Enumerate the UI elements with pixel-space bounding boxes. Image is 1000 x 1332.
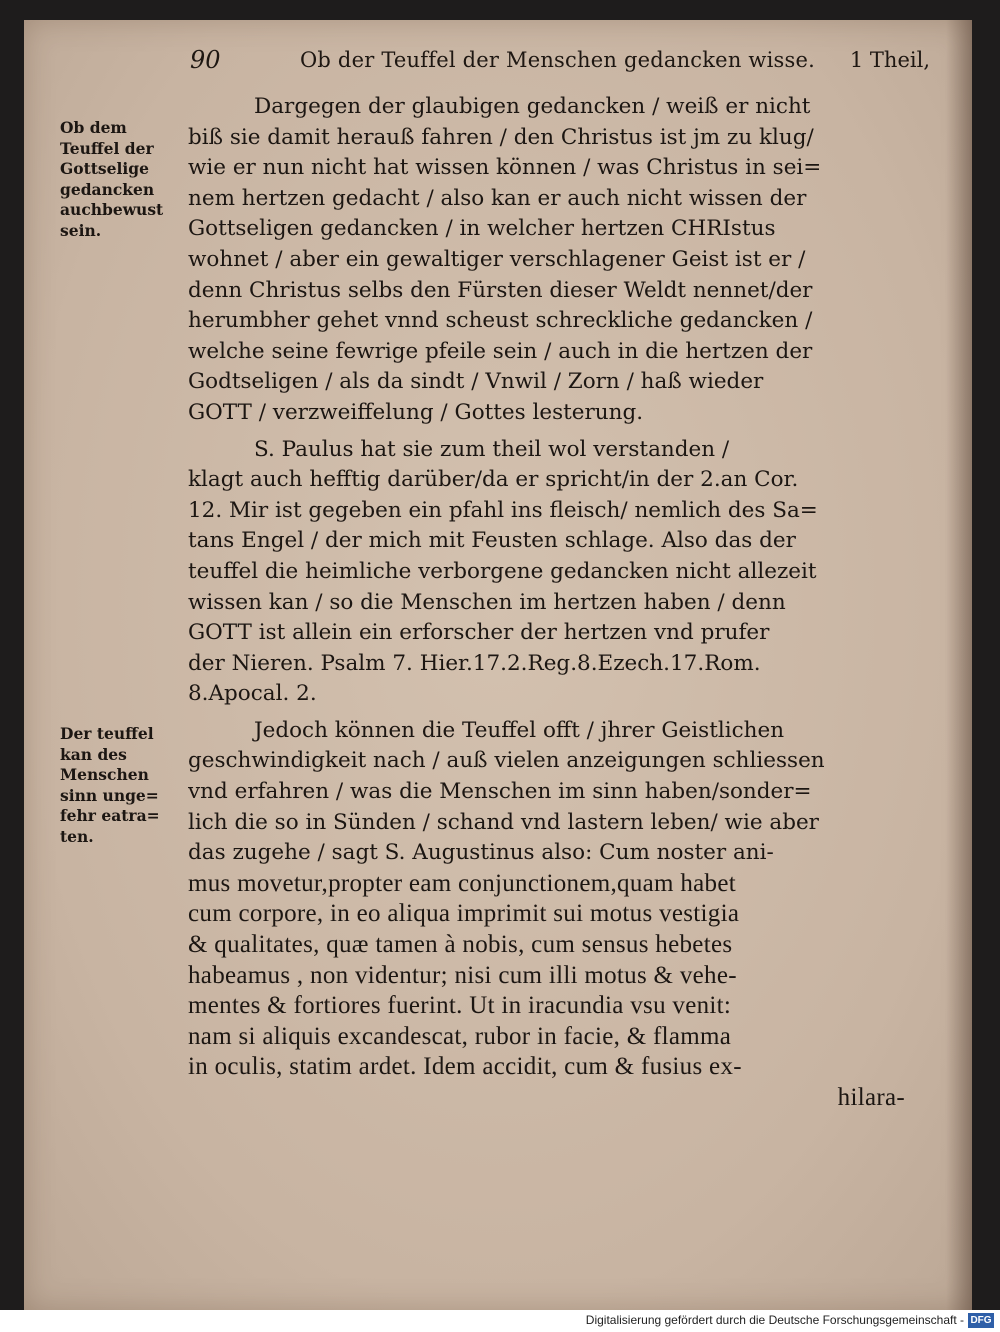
page-number: 90 xyxy=(190,46,221,74)
margin-line: gedancken xyxy=(60,179,155,199)
text-line: herumbher gehet vnnd scheust schreckliche gedancken / xyxy=(188,308,813,334)
text-line: Godtseligen / als da sindt / Vnwil / Zorn / haß wieder xyxy=(188,369,764,395)
text-line: vnd erfahren / was die Menschen im sinn haben/sonder= xyxy=(188,779,812,805)
margin-line: ten. xyxy=(60,826,94,846)
margin-line: Teuffel der xyxy=(60,138,154,158)
text-line: Gottseligen gedancken / in welcher hertzen CHRIstus xyxy=(188,216,776,242)
text-line: der Nieren. Psalm 7. Hier.17.2.Reg.8.Ezech.17.Rom. xyxy=(188,650,761,676)
text-line: tans Engel / der mich mit Feusten schlage. Also das der xyxy=(188,528,796,554)
page-header xyxy=(190,46,930,86)
text-line: wohnet / aber ein gewaltiger verschlagener Geist ist er / xyxy=(188,246,806,272)
text-line: 8.Apocal. 2. xyxy=(188,681,317,707)
text-line: nem hertzen gedacht / also kan er auch nicht wissen der xyxy=(188,185,807,211)
margin-line: Ob dem xyxy=(60,118,127,137)
text-line: S. Paulus hat sie zum theil wol verstanden / xyxy=(254,436,730,462)
latin-line: & qualitates, quæ tamen à nobis, cum sensus hebetes xyxy=(188,931,733,959)
margin-line: kan des xyxy=(60,744,127,764)
text-line: das zugehe / sagt S. Augustinus also: Cum noster ani- xyxy=(188,840,774,866)
body-text xyxy=(188,92,923,1114)
margin-line: Menschen xyxy=(60,765,149,784)
text-line: Dargegen der glaubigen gedancken / weiß er nicht xyxy=(254,94,811,119)
margin-note-1 xyxy=(60,118,180,241)
text-line: denn Christus selbs den Fürsten dieser Weldt nennet/der xyxy=(188,277,813,303)
margin-line: auchbewust xyxy=(60,200,164,219)
margin-line: Gottselige xyxy=(60,159,149,178)
latin-line: cum corpore, in eo aliqua imprimit sui motus vestigia xyxy=(188,900,740,928)
margin-line: fehr eatra= xyxy=(60,806,160,825)
catchword: hilara- xyxy=(837,1084,905,1111)
text-line: wie er nun nicht hat wissen können / was Christus in sei= xyxy=(188,155,822,181)
text-line: wissen kan / so die Menschen im hertzen haben / denn xyxy=(188,589,786,615)
text-line: geschwindigkeit nach / auß vielen anzeigungen schliessen xyxy=(188,748,825,774)
text-line: 12. Mir ist gegeben ein pfahl ins fleisch/ nemlich des Sa= xyxy=(188,497,818,523)
latin-line: nam si aliquis excandescat, rubor in facie, & flamma xyxy=(188,1022,732,1050)
part-label: 1 Theil, xyxy=(849,48,930,72)
footer-strip xyxy=(0,1310,1000,1332)
running-title: Ob der Teuffel der Menschen gedancken wisse. xyxy=(300,48,815,72)
latin-line: mus movetur,propter eam conjunctionem,quam habet xyxy=(188,869,736,897)
text-line: welche seine fewrige pfeile sein / auch in die hertzen der xyxy=(188,338,813,364)
paragraph-1 xyxy=(188,92,923,429)
funding-credit: Digitalisierung gefördert durch die Deutsche Forschungsgemeinschaft - xyxy=(585,1313,964,1327)
text-line: teuffel die heimliche verborgene gedancken nicht allezeit xyxy=(188,558,817,584)
text-line: lich die so in Sünden / schand vnd lastern leben/ wie aber xyxy=(188,809,819,835)
margin-line: Der teuffel xyxy=(60,724,154,743)
paragraph-2 xyxy=(188,435,923,710)
page-edge-shadow xyxy=(946,20,972,1310)
text-line: klagt auch hefftig darüber/da er spricht/in der 2.an Cor. xyxy=(188,467,799,493)
text-line: GOTT / verzweiffelung / Gottes lesterung. xyxy=(188,399,644,425)
latin-line: in oculis, statim ardet. Idem accidit, cum & fusius ex- xyxy=(188,1053,742,1081)
latin-line: habeamus , non videntur; nisi cum illi motus & vehe- xyxy=(188,961,737,989)
text-line: GOTT ist allein ein erforscher der hertzen vnd prufer xyxy=(188,620,770,646)
margin-line: sinn unge= xyxy=(60,785,159,805)
text-line: biß sie damit herauß fahren / den Christus ist jm zu klug/ xyxy=(188,124,814,150)
margin-line: sein. xyxy=(60,220,102,240)
dfg-logo-icon: DFG xyxy=(968,1313,994,1328)
text-line: Jedoch können die Teuffel offt / jhrer Geistlichen xyxy=(254,717,785,743)
margin-note-2 xyxy=(60,724,180,847)
latin-line: mentes & fortiores fuerint. Ut in iracundia vsu venit: xyxy=(188,992,732,1020)
paragraph-3 xyxy=(188,716,923,1114)
